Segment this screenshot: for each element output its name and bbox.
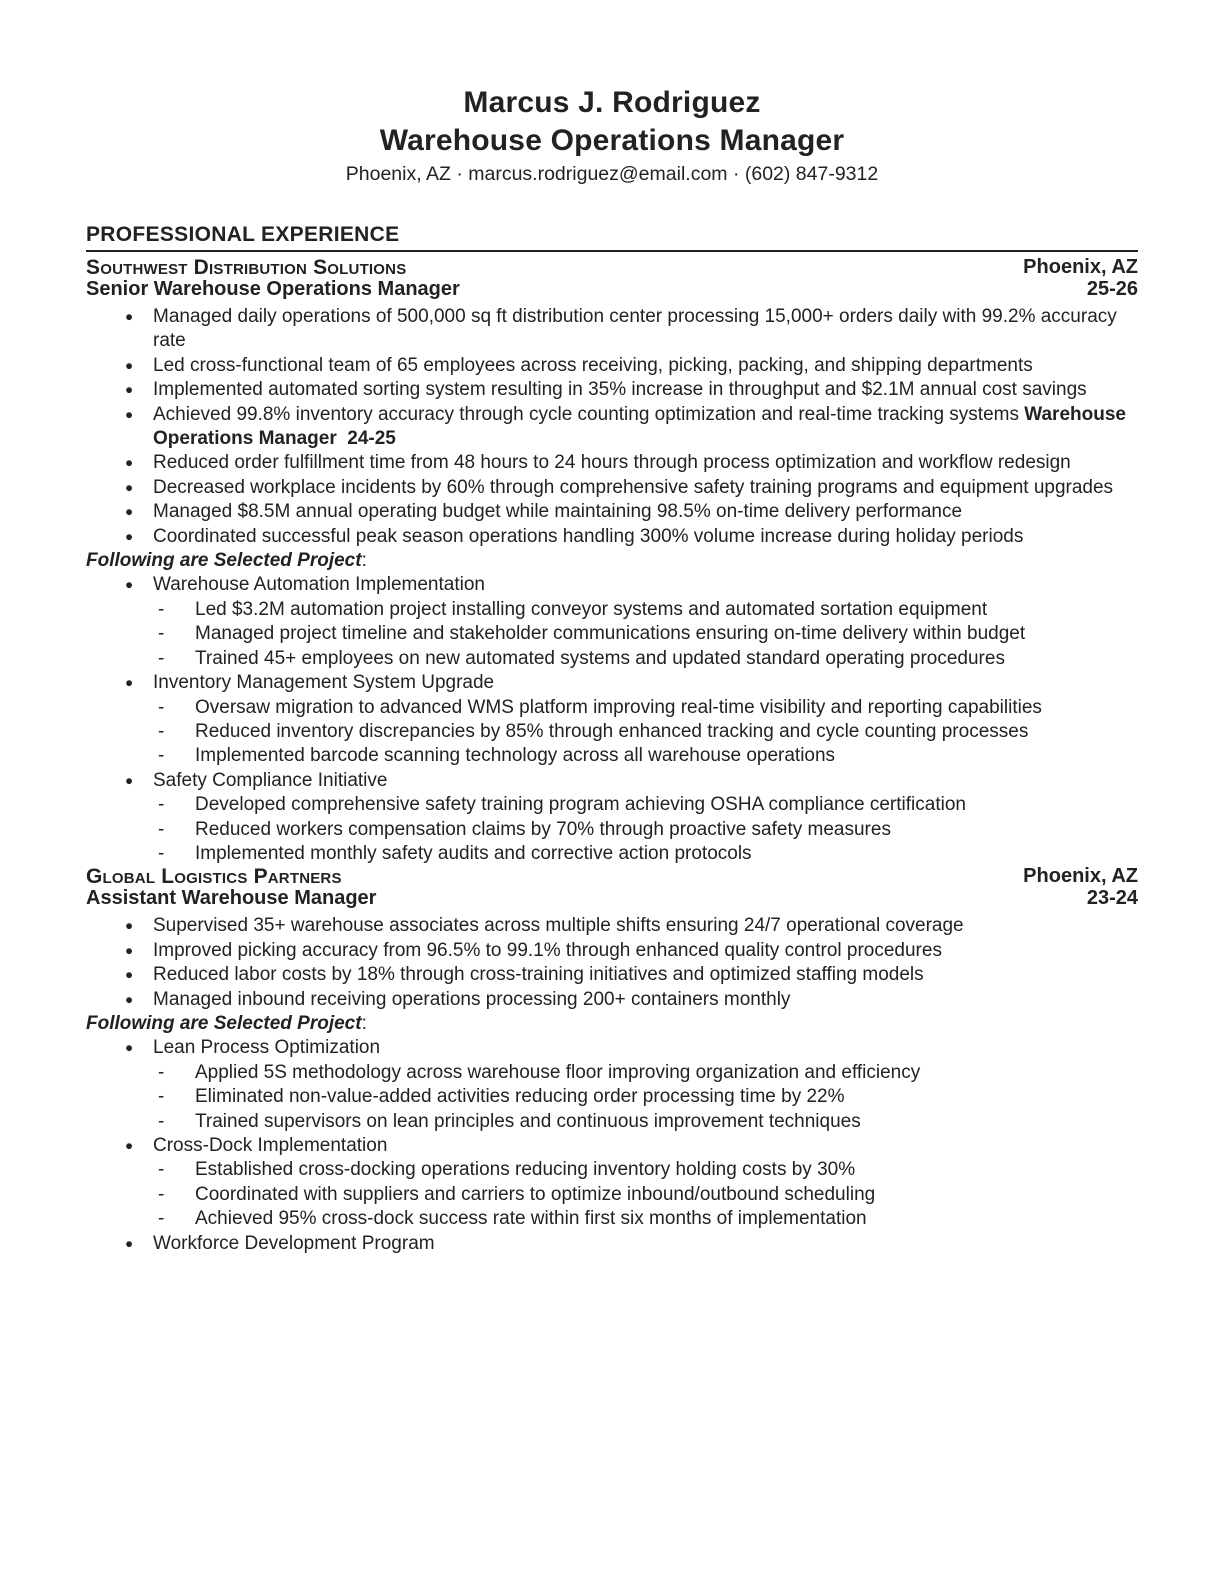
role-title: Assistant Warehouse Manager — [86, 887, 377, 910]
projects-list — [86, 573, 1138, 866]
company-row — [86, 257, 1138, 278]
project-name: Cross-Dock Implementation — [153, 1135, 388, 1156]
bullet-icon: ● — [125, 1235, 134, 1251]
role-dates: 23-24 — [1086, 887, 1138, 910]
bullet-icon: ● — [125, 528, 134, 544]
bullet-item — [86, 378, 1138, 402]
bullet-list — [86, 914, 1138, 1012]
project-item — [86, 671, 1138, 695]
project-item — [86, 1036, 1138, 1060]
company-location: Phoenix, AZ — [1023, 865, 1138, 888]
bullet-text: Implemented automated sorting system resulting in 35% increase in throughput and $2.1M annual cost savings — [153, 379, 1087, 401]
dash-icon: - — [158, 745, 165, 767]
dash-icon: - — [158, 1183, 165, 1205]
dash-icon: - — [158, 818, 165, 840]
dash-icon: - — [158, 598, 165, 620]
bullet-icon: ● — [125, 479, 134, 495]
dash-icon: - — [158, 1086, 165, 1108]
role-dates: 25-26 — [1086, 278, 1138, 300]
contact-line: Phoenix, AZ · marcus.rodriguez@email.com · (602) 847-9312 — [345, 163, 879, 185]
dash-icon: - — [158, 1208, 165, 1230]
dash-icon: - — [158, 842, 165, 864]
project-name: Workforce Development Program — [153, 1232, 435, 1254]
bullet-item — [86, 939, 1138, 963]
resume-name: Marcus J. Rodriguez — [463, 86, 761, 119]
selected-projects-label — [86, 549, 1138, 573]
project-sub-text: Reduced inventory discrepancies by 85% through enhanced tracking and cycle counting processes — [195, 720, 1029, 742]
bullet-text: Led cross-functional team of 65 employees across receiving, picking, packing, and shipping departments — [153, 354, 1033, 376]
bullet-icon: ● — [125, 675, 134, 691]
dash-icon: - — [158, 1061, 165, 1083]
bullet-item — [86, 988, 1138, 1012]
bullet-icon: ● — [125, 918, 134, 934]
bullet-item — [86, 354, 1138, 378]
project-sub-text: Developed comprehensive safety training program achieving OSHA compliance certification — [195, 794, 966, 816]
bullet-text — [153, 403, 1138, 452]
company-name: Southwest Distribution Solutions — [86, 256, 407, 279]
project-sub-item — [86, 1110, 1138, 1134]
bullet-text: Managed daily operations of 500,000 sq ft distribution center processing 15,000+ orders daily with 99.2% accuracy rate — [153, 306, 1117, 352]
project-sub-item — [86, 818, 1138, 842]
project-name: Warehouse Automation Implementation — [153, 574, 485, 596]
bullet-icon: ● — [125, 991, 134, 1007]
resume-header — [86, 84, 1138, 186]
bullet-item — [86, 305, 1138, 354]
role-row — [86, 887, 1138, 910]
bullet-text: Supervised 35+ warehouse associates across multiple shifts ensuring 24/7 operational coverage — [153, 915, 964, 937]
bullet-item — [86, 500, 1138, 524]
project-item — [86, 769, 1138, 793]
project-sub-item — [86, 1207, 1138, 1231]
selected-projects-colon: : — [361, 550, 367, 572]
project-sub-text: Trained supervisors on lean principles and continuous improvement techniques — [195, 1110, 861, 1132]
dash-icon: - — [158, 1110, 165, 1132]
project-sub-item — [86, 1183, 1138, 1207]
bullet-icon: ● — [125, 1138, 134, 1153]
project-sub-text: Implemented barcode scanning technology across all warehouse operations — [195, 745, 836, 767]
company-row — [86, 866, 1138, 887]
dash-icon: - — [158, 720, 165, 742]
bullet-icon: ● — [125, 942, 134, 958]
resume-title: Warehouse Operations Manager — [379, 124, 845, 157]
project-item — [86, 573, 1138, 597]
dash-icon: - — [158, 696, 165, 718]
project-sub-text: Achieved 95% cross-dock success rate within first six months of implementation — [195, 1208, 867, 1230]
bullet-text: Coordinated successful peak season operations handling 300% volume increase during holiday periods — [153, 525, 1024, 547]
project-sub-text: Led $3.2M automation project installing conveyor systems and automated sortation equipment — [195, 598, 988, 620]
project-sub-item — [86, 598, 1138, 622]
project-sub-item — [86, 720, 1138, 744]
project-sub-item — [86, 622, 1138, 646]
project-sub-item — [86, 744, 1138, 768]
bullet-text-normal: Achieved 99.8% inventory accuracy through cycle counting optimization and real-time tracking systems — [153, 403, 1025, 425]
bullet-icon: ● — [125, 455, 134, 471]
company-location: Phoenix, AZ — [1023, 256, 1138, 278]
bullet-item — [86, 476, 1138, 500]
bullet-icon: ● — [125, 772, 134, 788]
bullet-text: Improved picking accuracy from 96.5% to 99.1% through enhanced quality control procedures — [153, 939, 942, 961]
bullet-item — [86, 914, 1138, 938]
dash-icon: - — [158, 623, 165, 645]
project-sub-text: Implemented monthly safety audits and corrective action protocols — [195, 842, 752, 864]
projects-list — [86, 1036, 1138, 1256]
bullet-item — [86, 403, 1138, 452]
bullet-text: Reduced order fulfillment time from 48 hours to 24 hours through process optimization and workflow redesign — [153, 452, 1071, 474]
bullet-item — [86, 525, 1138, 549]
selected-projects-label — [86, 1012, 1138, 1036]
project-sub-item — [86, 842, 1138, 866]
section-heading-professional-experience: PROFESSIONAL EXPERIENCE — [86, 222, 1138, 252]
bullet-text: Managed inbound receiving operations processing 200+ containers monthly — [153, 988, 791, 1010]
project-sub-text: Trained 45+ employees on new automated systems and updated standard operating procedures — [195, 647, 1005, 669]
project-sub-text: Oversaw migration to advanced WMS platform improving real-time visibility and reporting capabilities — [195, 696, 1042, 718]
bullet-icon: ● — [125, 309, 134, 324]
bullet-item — [86, 451, 1138, 475]
project-sub-item — [86, 793, 1138, 817]
bullet-text-bold-inline: Warehouse Operations Manager 24-25 — [153, 403, 1132, 450]
project-sub-item — [86, 1085, 1138, 1109]
bullet-text: Managed $8.5M annual operating budget while maintaining 98.5% on-time delivery performance — [153, 501, 963, 523]
dash-icon: - — [158, 1159, 165, 1181]
project-sub-item — [86, 696, 1138, 720]
project-sub-text: Managed project timeline and stakeholder communications ensuring on-time delivery within budget — [195, 623, 1026, 645]
project-name: Inventory Management System Upgrade — [153, 672, 495, 694]
dash-icon: - — [158, 647, 165, 669]
project-sub-text: Applied 5S methodology across warehouse floor improving organization and efficiency — [195, 1061, 921, 1083]
selected-projects-label-text: Following are Selected Project — [86, 550, 362, 572]
project-sub-item — [86, 1158, 1138, 1182]
job-entry-global-logistics — [86, 866, 1138, 1256]
project-sub-text: Established cross-docking operations reducing inventory holding costs by 30% — [195, 1159, 856, 1181]
bullet-text: Reduced labor costs by 18% through cross-training initiatives and optimized staffing models — [153, 964, 924, 986]
bullet-icon: ● — [125, 967, 134, 983]
selected-projects-label-text: Following are Selected Project — [86, 1012, 362, 1034]
dash-icon: - — [158, 794, 165, 816]
project-name: Safety Compliance Initiative — [153, 769, 388, 791]
bullet-text: Decreased workplace incidents by 60% through comprehensive safety training programs and equipment upgrades — [153, 476, 1114, 498]
project-item — [86, 1134, 1138, 1158]
project-sub-text: Eliminated non-value-added activities reducing order processing time by 22% — [195, 1086, 845, 1108]
role-title: Senior Warehouse Operations Manager — [86, 278, 460, 300]
bullet-icon: ● — [125, 406, 134, 422]
bullet-icon: ● — [125, 504, 134, 520]
bullet-icon: ● — [125, 382, 134, 398]
project-sub-item — [86, 1061, 1138, 1085]
project-item — [86, 1232, 1138, 1256]
job-entry-southwest — [86, 257, 1138, 866]
project-sub-text: Reduced workers compensation claims by 70% through proactive safety measures — [195, 818, 891, 840]
project-name: Lean Process Optimization — [153, 1037, 381, 1059]
role-row — [86, 278, 1138, 301]
company-name: Global Logistics Partners — [86, 865, 342, 889]
bullet-icon: ● — [125, 1040, 134, 1056]
bullet-item — [86, 963, 1138, 987]
bullet-list — [86, 305, 1138, 549]
project-sub-text: Coordinated with suppliers and carriers to optimize inbound/outbound scheduling — [195, 1183, 876, 1205]
bullet-icon: ● — [125, 577, 134, 593]
selected-projects-colon: : — [361, 1012, 367, 1034]
bullet-icon: ● — [125, 357, 134, 373]
project-sub-item — [86, 647, 1138, 671]
